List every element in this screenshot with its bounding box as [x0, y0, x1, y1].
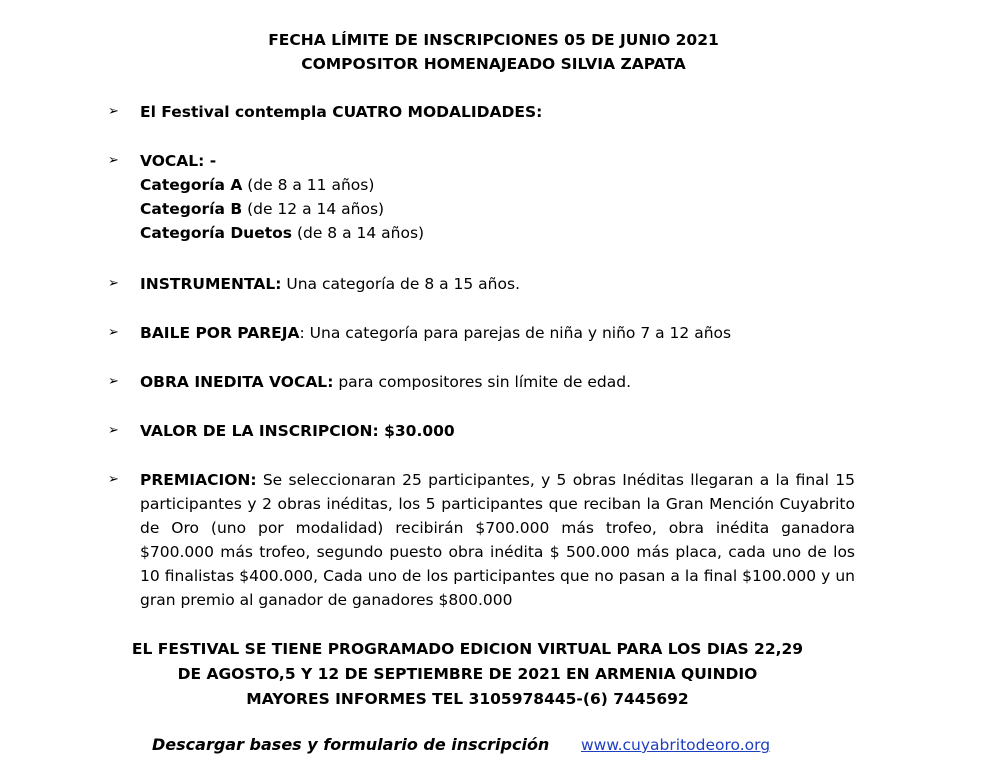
vocal-title: VOCAL: -: [140, 152, 217, 170]
bullet-arrow-icon: ➢: [108, 472, 119, 487]
couple-dance-item: BAILE POR PAREJA: Una categoría para parejas de niña y niño 7 a 12 años: [140, 324, 732, 342]
bullet-arrow-icon: ➢: [108, 423, 119, 438]
unpublished-work-item: OBRA INEDITA VOCAL: para compositores sin límite de edad.: [140, 373, 632, 391]
registration-fee-item: VALOR DE LA INSCRIPCION: $30.000: [140, 422, 455, 440]
deadline-heading: FECHA LÍMITE DE INSCRIPCIONES 05 DE JUNIO 2021: [268, 31, 719, 49]
download-label: Descargar bases y formulario de inscripción: [152, 735, 550, 754]
bullet-arrow-icon: ➢: [108, 325, 119, 340]
festival-dates-line1: EL FESTIVAL SE TIENE PROGRAMADO EDICION VIRTUAL PARA LOS DIAS 22,29: [131, 640, 804, 658]
bullet-arrow-icon: ➢: [108, 276, 119, 291]
modalities-intro-text: El Festival contempla CUATRO MODALIDADES:: [140, 103, 543, 121]
modalities-intro: [140, 100, 855, 124]
website-link[interactable]: www.cuyabritodeoro.org: [581, 736, 771, 754]
bullet-arrow-icon: ➢: [108, 374, 119, 389]
vocal-section: [140, 149, 855, 245]
festival-dates-line2: DE AGOSTO,5 Y 12 DE SEPTIEMBRE DE 2021 EN ARMENIA QUINDIO: [177, 665, 758, 683]
bullet-arrow-icon: ➢: [108, 104, 119, 119]
contact-info: MAYORES INFORMES TEL 3105978445-(6) 7445692: [246, 690, 689, 708]
honored-composer-heading: COMPOSITOR HOMENAJEADO SILVIA ZAPATA: [301, 55, 686, 73]
bullet-arrow-icon: ➢: [108, 153, 119, 168]
instrumental-item: INSTRUMENTAL: Una categoría de 8 a 15 años.: [140, 275, 520, 293]
vocal-category-duetos: Categoría Duetos (de 8 a 14 años): [140, 224, 425, 242]
vocal-category-b: Categoría B (de 12 a 14 años): [140, 200, 385, 218]
vocal-category-a: Categoría A (de 8 a 11 años): [140, 176, 375, 194]
awards-item: PREMIACION: Se seleccionaran 25 participantes, y 5 obras Inéditas llegaran a la final 15 participantes y 2 obras inéditas, los 5 participantes que reciban la Gran Mención Cuyabrito de Oro (uno por modalidad) recibirán $700.000 más trofeo, obra inédita ganadora $700.000 más trofeo, segundo puesto obra inédita $ 500.000 más placa, cada uno de los 10 finalistas $400.000, Cada uno de los participantes que no pasan a la final $100.000 y un gran premio al ganador de ganadores $800.000: [140, 471, 855, 609]
